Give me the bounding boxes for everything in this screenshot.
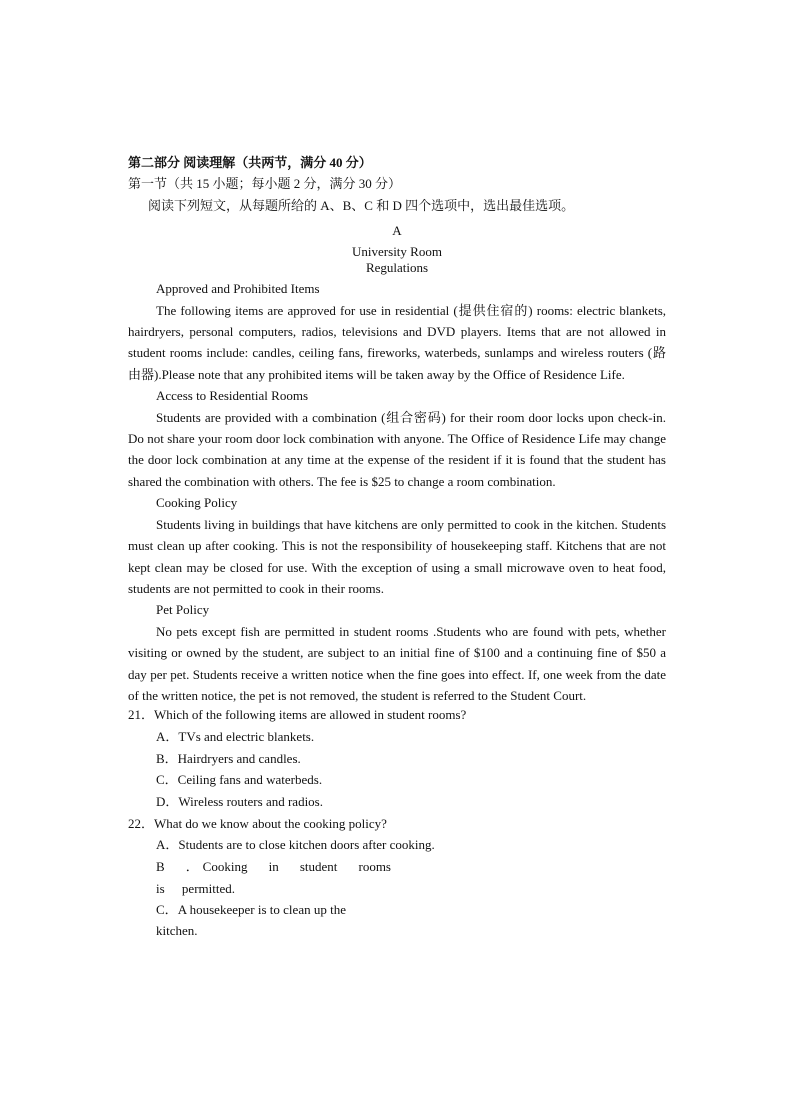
answer-option[interactable]: C．A housekeeper is to clean up the kitchen. bbox=[156, 901, 346, 939]
question bbox=[128, 704, 666, 813]
answer-option[interactable]: B ．Cooking in student rooms is permitted. bbox=[156, 859, 391, 896]
section-heading: Pet Policy bbox=[156, 602, 210, 618]
passage-title-line1: University Room bbox=[352, 244, 442, 260]
section-body: No pets except fish are permitted in student rooms .Students who are found with pets, whether visiting or owned by the student, are subject to an initial fine of $100 and a continuing fine of $50 a day per pet. Students receive a written notice when the fine goes into effect. If, one week from the date of the written notice, the pet is not removed, the student is referred to the Student Court. bbox=[128, 623, 666, 703]
instructions: 阅读下列短文，从每题所给的 A、B、C 和 D 四个选项中，选出最佳选项。 bbox=[148, 197, 575, 213]
question-stem: 22．What do we know about the cooking policy? bbox=[128, 815, 387, 831]
answer-option[interactable]: D．Wireless routers and radios. bbox=[156, 794, 323, 810]
part-title: 第二部分 阅读理解（共两节，满分 40 分） bbox=[128, 155, 372, 170]
passage-letter: A bbox=[392, 223, 402, 239]
section-body: Students are provided with a combination (组合密码) for their room door locks upon check-in. Do not share your room door lock combination with anyone. The Office of Residence Life may change the door lock combination at any time at the expense of the resident if it is found that the student has shared the combination with others. The fee is $25 to change a room combination. bbox=[128, 409, 666, 489]
passage-section bbox=[128, 492, 666, 599]
passage-section bbox=[128, 385, 666, 492]
section-title: 第一节（共 15 小题；每小题 2 分，满分 30 分） bbox=[128, 176, 402, 192]
section-body: Students living in buildings that have kitchens are only permitted to cook in the kitchen. Students must clean up after cooking. This is not the responsibility of housekeeping staff. Kitchens that are not kept clean may be closed for use. With the exception of using a small microwave oven to heat food, students are not permitted to cook in their rooms. bbox=[128, 516, 666, 596]
exam-page bbox=[128, 152, 666, 942]
passage-title bbox=[128, 244, 666, 276]
section-body: The following items are approved for use in residential (提供住宿的) rooms: electric blankets, hairdryers, personal computers, radios, televisions and DVD players. Items that are not allowed in student rooms include: candles, ceiling fans, fireworks, waterbeds, sunlamps and wireless routers (路由器).Please note that any prohibited items will be taken away by the Office of Residence Life. bbox=[128, 302, 666, 382]
question bbox=[128, 813, 666, 942]
answer-option[interactable]: A．TVs and electric blankets. bbox=[156, 728, 315, 744]
passage-section bbox=[128, 278, 666, 385]
section-heading: Approved and Prohibited Items bbox=[156, 281, 320, 297]
passage-section bbox=[128, 599, 666, 706]
question-stem: 21．Which of the following items are allowed in student rooms? bbox=[128, 707, 467, 723]
answer-option[interactable]: A．Students are to close kitchen doors after cooking. bbox=[156, 837, 435, 853]
answer-option[interactable]: B．Hairdryers and candles. bbox=[156, 750, 301, 766]
passage-title-line2: Regulations bbox=[365, 260, 429, 276]
section-heading: Cooking Policy bbox=[156, 495, 238, 511]
section-heading: Access to Residential Rooms bbox=[156, 388, 309, 404]
answer-option[interactable]: C．Ceiling fans and waterbeds. bbox=[156, 772, 323, 788]
